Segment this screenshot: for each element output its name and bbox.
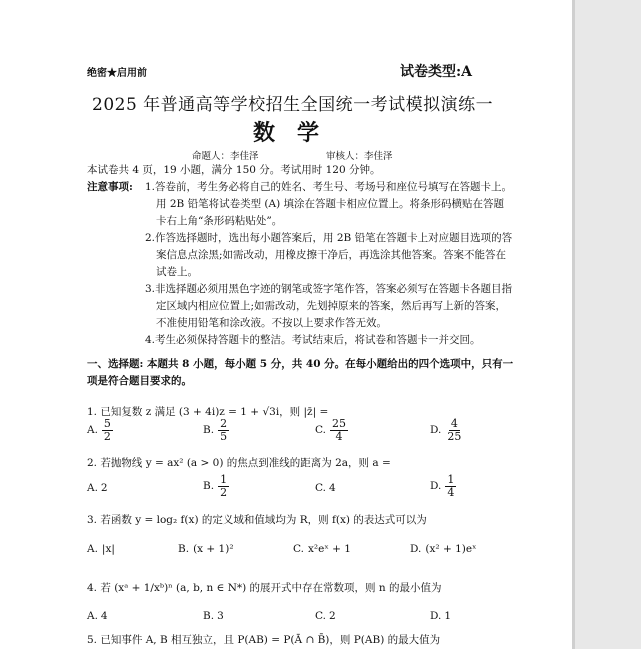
exam-title: 2025 年普通高等学校招生全国统一考试模拟演练一 [92, 95, 494, 115]
option-label: A. [87, 482, 98, 494]
option-fraction: $\frac{1}{2}$ [220, 473, 228, 499]
q2-option-b[interactable] [203, 474, 229, 498]
option-value: 4 [100, 610, 108, 622]
option-label: C. [315, 424, 326, 437]
option-label: D. [410, 543, 422, 555]
option-label: A. [87, 424, 98, 437]
option-value: 4 [329, 482, 336, 494]
option-value: x²eˣ + 1 [308, 543, 351, 555]
q4-option-a[interactable] [87, 610, 108, 622]
paper-type: 试卷类型:A [400, 64, 473, 80]
option-label: B. [178, 543, 190, 555]
option-value: 1 [444, 610, 452, 622]
option-value: 3 [217, 610, 224, 622]
option-label: B. [203, 610, 215, 622]
option-fraction: $\frac{25}{4}$ [332, 417, 346, 443]
option-value: 2 [329, 610, 336, 622]
option-label: D. [430, 424, 442, 437]
q4-option-b[interactable] [203, 610, 224, 622]
note-line: 试卷上。 [156, 266, 198, 278]
option-label: C. [315, 482, 326, 494]
question-2-stem: 2. 若抛物线 y = ax² (a > 0) 的焦点到准线的距离为 2a，则 a = [87, 457, 391, 469]
section-heading-cont: 项是符合题目要求的。 [87, 375, 192, 387]
note-line: 3.非选择题必须用黑色字迹的钢笔或签字笔作答，答案必须写在答题卡各题目指 [145, 283, 513, 295]
page-edge [572, 0, 575, 649]
note-line: 4.考生必须保持答题卡的整洁。考试结束后，将试卷和答题卡一并交回。 [145, 334, 481, 346]
option-value: 2 [100, 482, 108, 494]
q2-option-a[interactable] [87, 482, 108, 494]
option-fraction: $\frac{1}{4}$ [447, 473, 455, 499]
q3-option-c[interactable] [293, 543, 351, 555]
option-label: A. [87, 610, 98, 622]
note-line: 1.答卷前，考生务必将自己的姓名、考生号、考场号和座位号填写在答题卡上。 [145, 181, 513, 193]
option-value: (x² + 1)eˣ [425, 543, 477, 555]
option-label: C. [315, 610, 326, 622]
notes-label: 注意事项: [87, 181, 133, 193]
question-5-stem: 5. 已知事件 A, B 相互独立，且 P(AB) = P(Ā ∩ B̄)，则 P(AB) 的最大值为 [87, 634, 441, 646]
question-1-stem: 1. 已知复数 z 满足 (3 + 4i)z = 1 + √3i，则 |z̄| = [87, 406, 329, 418]
q3-option-a[interactable] [87, 543, 115, 555]
secret-label: 绝密★启用前 [87, 68, 147, 79]
subject-title: 数 学 [252, 120, 319, 146]
option-label: B. [203, 480, 215, 493]
q1-option-a[interactable] [87, 418, 113, 442]
option-fraction: $\frac{5}{2}$ [103, 417, 111, 443]
q1-option-c[interactable] [315, 418, 348, 442]
note-line: 卡右上角“条形码粘贴处”。 [156, 215, 283, 227]
note-line: 案信息点涂黑;如需改动，用橡皮擦干净后，再选涂其他答案。答案不能答在 [156, 249, 507, 261]
q1-option-d[interactable] [430, 418, 463, 442]
option-label: B. [203, 424, 215, 437]
exam-info: 本试卷共 4 页，19 小题，满分 150 分。考试用时 120 分钟。 [87, 164, 381, 176]
option-label: D. [430, 480, 442, 493]
note-line: 用 2B 铅笔将试卷类型 (A) 填涂在答题卡相应位置上。将条形码横贴在答题 [156, 198, 505, 210]
section-heading: 一、选择题: 本题共 8 小题，每小题 5 分，共 40 分。在每小题给出的四个选项中，只有一 [87, 358, 514, 370]
q3-option-b[interactable] [178, 543, 234, 555]
question-3-stem: 3. 若函数 y = log₂ f(x) 的定义域和值域均为 R，则 f(x) 的表达式可以为 [87, 514, 427, 526]
q2-option-d[interactable] [430, 474, 456, 498]
option-fraction: $\frac{4}{25}$ [447, 417, 462, 443]
q1-option-b[interactable] [203, 418, 229, 442]
option-value: (x + 1)² [193, 543, 234, 555]
note-line: 不准使用铅笔和涂改液。不按以上要求作答无效。 [156, 317, 387, 329]
q4-option-c[interactable] [315, 610, 336, 622]
option-label: C. [293, 543, 304, 555]
note-line: 定区域内相应位置上;如需改动，先划掉原来的答案，然后再写上新的答案， [156, 300, 507, 312]
q4-option-d[interactable] [430, 610, 451, 622]
option-label: A. [87, 543, 98, 555]
option-label: D. [430, 610, 442, 622]
reviewer-label: 审核人：李佳泽 [326, 151, 393, 162]
q3-option-d[interactable] [410, 543, 477, 555]
author-label: 命题人：李佳泽 [192, 151, 259, 162]
option-fraction: $\frac{2}{5}$ [220, 417, 228, 443]
q2-option-c[interactable] [315, 482, 336, 494]
option-value: |x| [101, 543, 115, 555]
note-line: 2.作答选择题时，选出每小题答案后，用 2B 铅笔在答题卡上对应题目选项的答 [145, 232, 513, 244]
question-4-stem: 4. 若 (xᵃ + 1/xᵇ)ⁿ (a, b, n ∈ N*) 的展开式中存在常数项，则 n 的最小值为 [87, 582, 442, 594]
